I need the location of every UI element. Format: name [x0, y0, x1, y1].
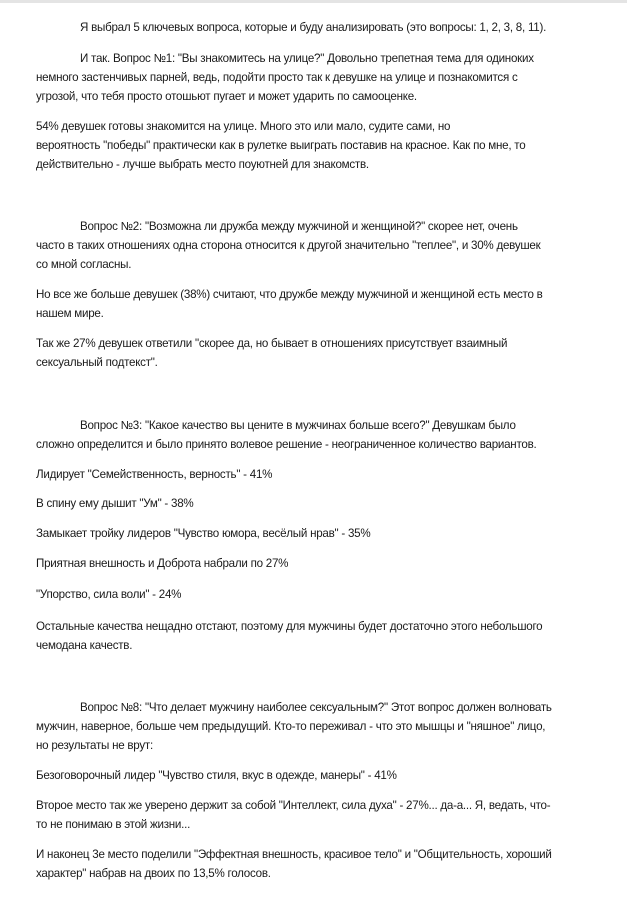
paragraph: [36, 796, 550, 834]
paragraph-line: Остальные качества нещадно отстают, поэтому для мужчины будет достаточно этого небольшого: [36, 620, 543, 633]
paragraph: [36, 465, 272, 484]
paragraph-line: Безоговорочный лидер "Чувство стиля, вкус в одежде, манеры" - 41%: [36, 769, 397, 782]
paragraph: [36, 494, 193, 513]
paragraph-line: угрозой, что тебя просто отошьют пугает и может ударить по самооценке.: [36, 90, 417, 103]
paragraph-line: вероятность "победы" практически как в рулетке выиграть поставив на красное. Как по мне, то: [36, 139, 526, 152]
paragraph: [36, 554, 288, 573]
paragraph-line: Лидирует "Семейственность, верность" - 41%: [36, 468, 273, 481]
paragraph-line: нашем мире.: [36, 307, 104, 320]
paragraph: [36, 416, 536, 454]
paragraph: [36, 845, 552, 883]
paragraph: [36, 117, 525, 174]
paragraph-line: чемодана качеств.: [36, 639, 133, 652]
paragraph-line: со мной согласны.: [36, 258, 132, 271]
paragraph: [36, 18, 546, 37]
paragraph-line: Но все же больше девушек (38%) считают, что дружбе между мужчиной и женщиной есть место в: [36, 288, 543, 301]
paragraph-line: немного застенчивых парней, ведь, подойти просто так к девушке на улице и познакомится с: [36, 71, 518, 84]
paragraph: [36, 334, 507, 372]
page-top-border: [0, 0, 627, 3]
paragraph-line: Вопрос №8: "Что делает мужчину наиболее сексуальным?" Этот вопрос должен волновать: [80, 701, 552, 714]
paragraph-line: И наконец 3е место поделили "Эффектная внешность, красивое тело" и "Общительность, хороший: [36, 848, 552, 861]
paragraph-line: Так же 27% девушек ответили "скорее да, но бывает в отношениях присутствует взаимный: [36, 337, 508, 350]
paragraph-line: В спину ему дышит "Ум" - 38%: [36, 497, 194, 510]
paragraph: [36, 617, 542, 655]
paragraph-line: часто в таких отношениях одна сторона относится к другой значительно "теплее", и 30% девушек: [36, 239, 541, 252]
paragraph-line: то не понимаю в этой жизни...: [36, 818, 191, 831]
paragraph: [36, 524, 370, 543]
paragraph-line: Я выбрал 5 ключевых вопроса, которые и буду анализировать (это вопросы: 1, 2, 3, 8, 11).: [80, 21, 547, 34]
paragraph-line: Приятная внешность и Доброта набрали по 27%: [36, 557, 289, 570]
paragraph-line: мужчин, наверное, больше чем предыдущий. Кто-то переживал - что это мышцы и "няшное" лицо,: [36, 720, 546, 733]
paragraph: [36, 49, 534, 106]
paragraph-line: Второе место так же уверено держит за собой "Интеллект, сила духа" - 27%... да-а... Я, ведать, что-: [36, 799, 551, 812]
paragraph-line: Замыкает тройку лидеров "Чувство юмора, весёлый нрав" - 35%: [36, 527, 371, 540]
paragraph-line: но результаты не врут:: [36, 739, 153, 752]
paragraph-line: 54% девушек готовы знакомится на улице. Много это или мало, судите сами, но: [36, 120, 451, 133]
paragraph-line: действительно - лучше выбрать место поуютней для знакомств.: [36, 158, 369, 171]
paragraph-line: "Упорство, сила воли" - 24%: [36, 588, 182, 601]
paragraph-line: Вопрос №3: "Какое качество вы цените в мужчинах больше всего?" Девушкам было: [80, 419, 516, 432]
paragraph-line: И так. Вопрос №1: "Вы знакомитесь на улице?" Довольно трепетная тема для одиноких: [80, 52, 534, 65]
paragraph-line: сексуальный подтекст".: [36, 356, 158, 369]
paragraph-line: сложно определится и было принято волевое решение - неограниченное количество вариантов.: [36, 438, 537, 451]
paragraph: [36, 217, 540, 274]
paragraph-line: характер" набрав на двоих по 13,5% голосов.: [36, 867, 271, 880]
paragraph-line: Вопрос №2: "Возможна ли дружба между мужчиной и женщиной?" скорее нет, очень: [80, 220, 518, 233]
paragraph: [36, 585, 181, 604]
paragraph: [36, 285, 543, 323]
paragraph: [36, 766, 397, 785]
paragraph: [36, 698, 552, 755]
